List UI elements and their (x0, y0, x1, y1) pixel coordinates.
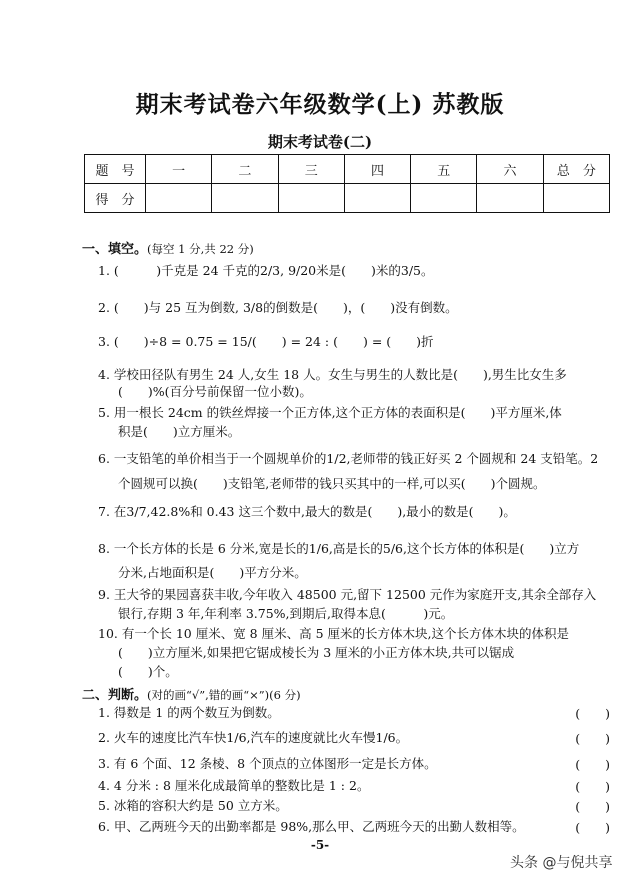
score-cell (278, 184, 344, 213)
exam-subtitle: 期末考试卷(二) (267, 133, 373, 151)
judge-4: 4. 4 分米 : 8 厘米化成最简单的整数比是 1 : 2。 (98, 778, 370, 793)
question-6-line-2: 个圆规可以换( )支铅笔,老师带的钱只买其中的一样,可以买( )个圆规。 (118, 476, 546, 491)
score-cell: 三 (278, 155, 344, 184)
score-cell (477, 184, 543, 213)
question-10-line-1: 10. 有一个长 10 厘米、宽 8 厘米、高 5 厘米的长方体木块,这个长方体木块的体积是 (98, 626, 569, 641)
answer-paren[interactable]: ( ) (575, 779, 610, 794)
score-cell: 四 (344, 155, 410, 184)
judge-3: 3. 有 6 个面、12 条棱、8 个顶点的立体图形一定是长方体。 (98, 756, 437, 771)
score-cell: 题 号 (85, 155, 146, 184)
score-table-header-row (85, 155, 610, 184)
page-number: -5- (310, 838, 330, 852)
question-4-line-1: 4. 学校田径队有男生 24 人,女生 18 人。女生与男生的人数比是( ),男生比女生多 (98, 367, 567, 382)
score-cell: 总 分 (543, 155, 609, 184)
answer-paren[interactable]: ( ) (575, 757, 610, 772)
question-2: 2. ( )与 25 互为倒数, 3/8的倒数是( )，( )没有倒数。 (98, 300, 458, 315)
score-cell: 一 (146, 155, 212, 184)
judge-6: 6. 甲、乙两班今天的出勤率都是 98%,那么甲、乙两班今天的出勤人数相等。 (98, 819, 525, 834)
judge-5: 5. 冰箱的容积大约是 50 立方米。 (98, 798, 288, 813)
answer-paren[interactable]: ( ) (575, 799, 610, 814)
question-5-line-2: 积是( )立方厘米。 (118, 424, 241, 439)
score-cell: 二 (212, 155, 278, 184)
question-8-line-2: 分米,占地面积是( )平方分米。 (118, 565, 307, 580)
question-8-line-1: 8. 一个长方体的长是 6 分米,宽是长的1/6,高是长的5/6,这个长方体的体积是( )立方 (98, 541, 580, 556)
score-table (84, 154, 610, 213)
exam-title: 期末考试卷六年级数学(上) 苏教版 (135, 91, 505, 118)
question-10-line-2: ( )立方厘米,如果把它锯成棱长为 3 厘米的小正方体木块,共可以锯成 (118, 645, 515, 660)
judge-2: 2. 火车的速度比汽车快1/6,汽车的速度就比火车慢1/6。 (98, 730, 409, 745)
score-cell (411, 184, 477, 213)
score-cell (543, 184, 609, 213)
question-10-line-3: ( )个。 (118, 664, 178, 679)
question-1: 1. ( )千克是 24 千克的2/3, 9/20米是( )米的3/5。 (98, 263, 434, 278)
watermark: 头条 @与倪共享 (510, 855, 613, 871)
question-3: 3. ( )÷8 = 0.75 = 15/( ) = 24 : ( ) = ( )折 (98, 334, 434, 349)
question-7: 7. 在3/7,42.8%和 0.43 这三个数中,最大的数是( ),最小的数是( )。 (98, 504, 516, 519)
question-6-line-1: 6. 一支铅笔的单价相当于一个圆规单价的1/2,老师带的钱正好买 2 个圆规和 24 支铅笔。2 (98, 451, 599, 466)
section-2-heading (82, 684, 301, 703)
judge-1: 1. 得数是 1 的两个数互为倒数。 (98, 705, 280, 720)
score-cell (212, 184, 278, 213)
score-table-score-row (85, 184, 610, 213)
section-1-heading (82, 238, 254, 257)
section-1-note: (每空 1 分,共 22 分) (147, 242, 254, 256)
question-9-line-1: 9. 王大爷的果园喜获丰收,今年收入 48500 元,留下 12500 元作为家庭开支,其余全部存入 (98, 587, 597, 602)
question-4-line-2: ( )%(百分号前保留一位小数)。 (118, 384, 312, 399)
question-5-line-1: 5. 用一根长 24cm 的铁丝焊接一个正方体,这个正方体的表面积是( )平方厘米,体 (98, 405, 562, 420)
score-cell (146, 184, 212, 213)
section-1-title: 一、填空。 (82, 242, 148, 257)
score-cell (344, 184, 410, 213)
answer-paren[interactable]: ( ) (575, 706, 610, 721)
question-9-line-2: 银行,存期 3 年,年利率 3.75%,到期后,取得本息( )元。 (118, 606, 454, 621)
score-cell: 六 (477, 155, 543, 184)
section-2-title: 二、判断。 (82, 688, 148, 703)
answer-paren[interactable]: ( ) (575, 731, 610, 746)
section-2-note: (对的画“√”,错的画“×”)(6 分) (147, 688, 301, 702)
score-cell: 得 分 (85, 184, 146, 213)
answer-paren[interactable]: ( ) (575, 820, 610, 835)
score-cell: 五 (411, 155, 477, 184)
